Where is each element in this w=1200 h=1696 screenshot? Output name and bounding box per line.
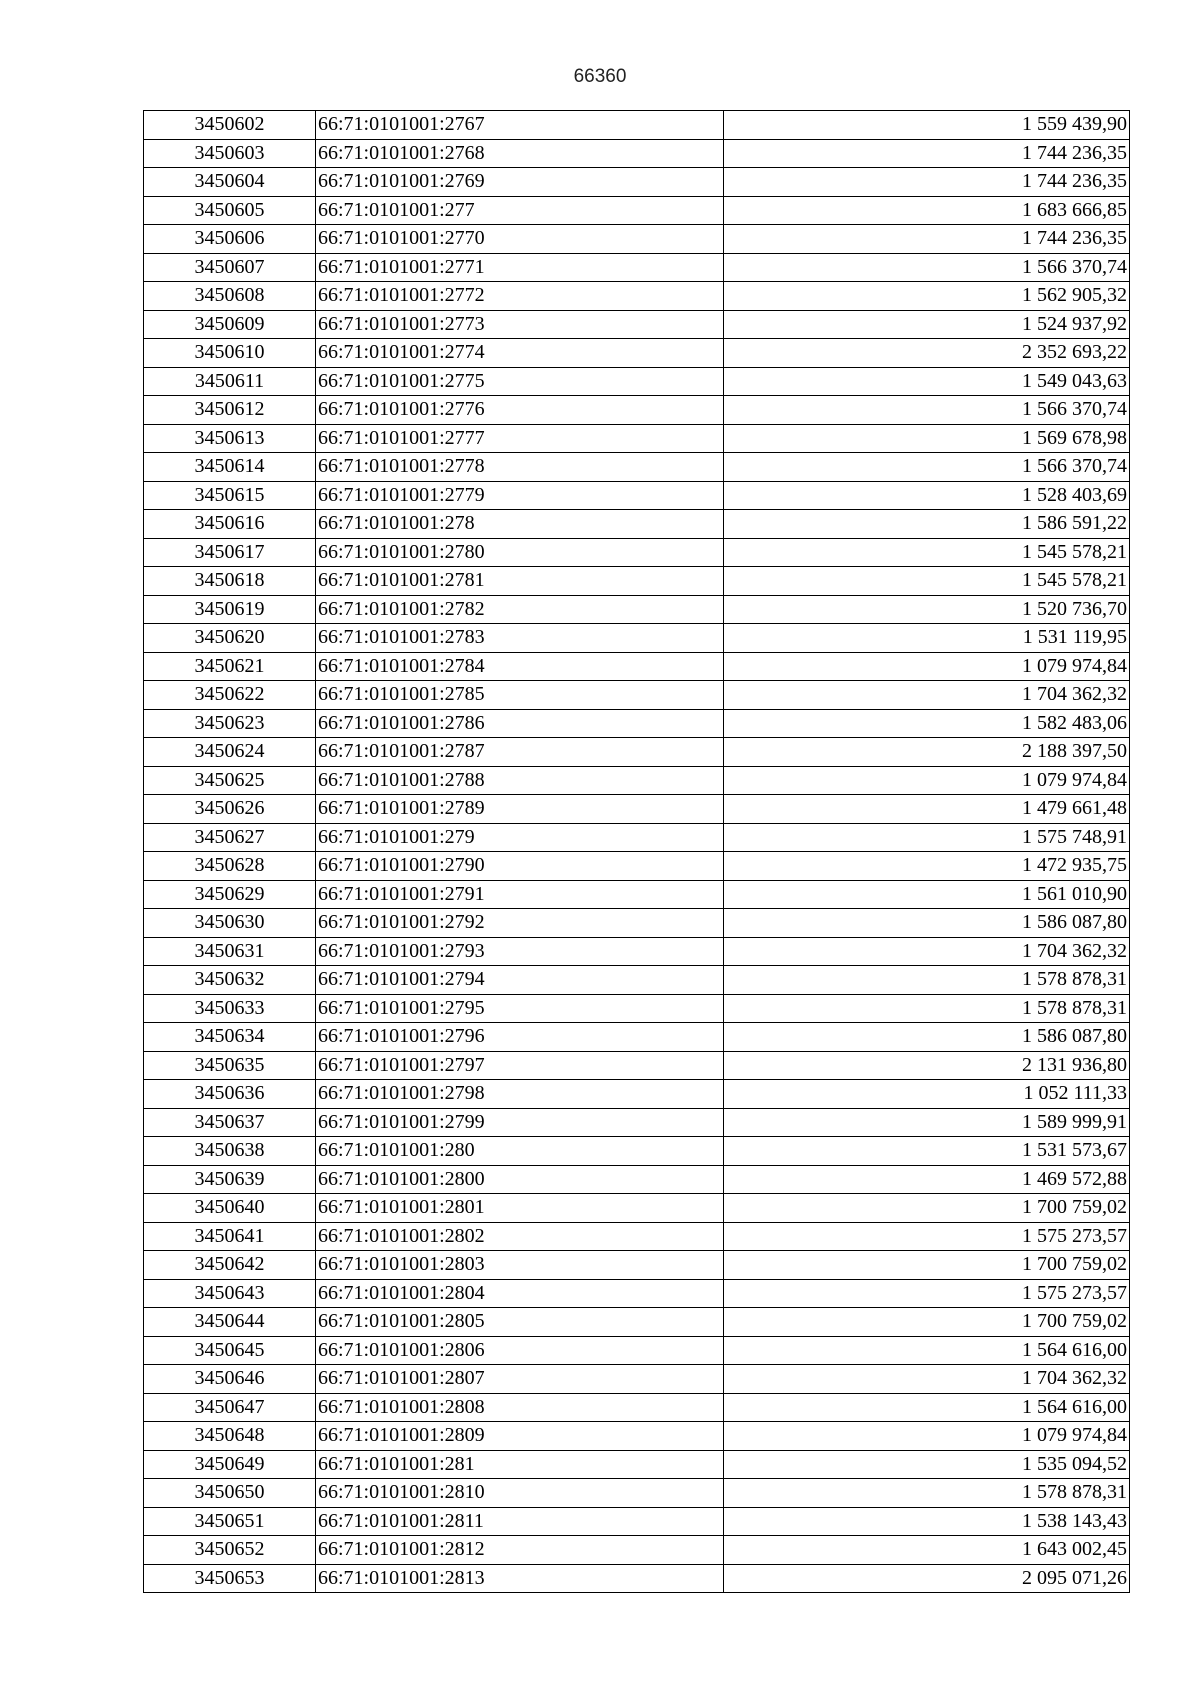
cadastral-value-cell: 1 575 273,57 xyxy=(724,1222,1130,1251)
row-id-cell: 3450621 xyxy=(144,652,316,681)
cadastral-value-cell: 1 535 094,52 xyxy=(724,1450,1130,1479)
cadastral-number-cell: 66:71:0101001:2767 xyxy=(316,111,724,140)
table-row xyxy=(144,1536,1130,1565)
row-id-cell: 3450614 xyxy=(144,453,316,482)
cadastral-value-table xyxy=(143,110,1130,1593)
table-row xyxy=(144,139,1130,168)
cadastral-value-cell: 1 700 759,02 xyxy=(724,1251,1130,1280)
table-row xyxy=(144,538,1130,567)
cadastral-value-cell: 2 352 693,22 xyxy=(724,339,1130,368)
table-row xyxy=(144,253,1130,282)
table-row xyxy=(144,795,1130,824)
row-id-cell: 3450639 xyxy=(144,1165,316,1194)
cadastral-value-cell: 1 531 119,95 xyxy=(724,624,1130,653)
cadastral-value-cell: 1 528 403,69 xyxy=(724,481,1130,510)
table-row xyxy=(144,966,1130,995)
cadastral-value-cell: 1 700 759,02 xyxy=(724,1194,1130,1223)
cadastral-value-cell: 1 549 043,63 xyxy=(724,367,1130,396)
cadastral-number-cell: 66:71:0101001:2774 xyxy=(316,339,724,368)
row-id-cell: 3450651 xyxy=(144,1507,316,1536)
cadastral-number-cell: 66:71:0101001:2777 xyxy=(316,424,724,453)
row-id-cell: 3450603 xyxy=(144,139,316,168)
row-id-cell: 3450624 xyxy=(144,738,316,767)
cadastral-value-cell: 1 079 974,84 xyxy=(724,766,1130,795)
row-id-cell: 3450650 xyxy=(144,1479,316,1508)
row-id-cell: 3450645 xyxy=(144,1336,316,1365)
cadastral-number-cell: 66:71:0101001:2807 xyxy=(316,1365,724,1394)
row-id-cell: 3450619 xyxy=(144,595,316,624)
row-id-cell: 3450641 xyxy=(144,1222,316,1251)
table-row xyxy=(144,766,1130,795)
table-row xyxy=(144,595,1130,624)
cadastral-value-cell: 1 744 236,35 xyxy=(724,168,1130,197)
row-id-cell: 3450606 xyxy=(144,225,316,254)
cadastral-value-cell: 1 704 362,32 xyxy=(724,1365,1130,1394)
row-id-cell: 3450631 xyxy=(144,937,316,966)
row-id-cell: 3450638 xyxy=(144,1137,316,1166)
table-row xyxy=(144,709,1130,738)
cadastral-value-cell: 2 131 936,80 xyxy=(724,1051,1130,1080)
cadastral-number-cell: 66:71:0101001:2803 xyxy=(316,1251,724,1280)
row-id-cell: 3450623 xyxy=(144,709,316,738)
cadastral-number-cell: 66:71:0101001:277 xyxy=(316,196,724,225)
cadastral-number-cell: 66:71:0101001:2801 xyxy=(316,1194,724,1223)
row-id-cell: 3450642 xyxy=(144,1251,316,1280)
row-id-cell: 3450604 xyxy=(144,168,316,197)
table-row xyxy=(144,1393,1130,1422)
table-row xyxy=(144,1165,1130,1194)
cadastral-number-cell: 66:71:0101001:2812 xyxy=(316,1536,724,1565)
cadastral-number-cell: 66:71:0101001:2768 xyxy=(316,139,724,168)
table-row xyxy=(144,1251,1130,1280)
row-id-cell: 3450627 xyxy=(144,823,316,852)
table-row xyxy=(144,852,1130,881)
cadastral-value-cell: 1 586 591,22 xyxy=(724,510,1130,539)
table-row xyxy=(144,681,1130,710)
row-id-cell: 3450612 xyxy=(144,396,316,425)
row-id-cell: 3450602 xyxy=(144,111,316,140)
table-row xyxy=(144,1336,1130,1365)
table-row xyxy=(144,1108,1130,1137)
page-number: 66360 xyxy=(573,66,627,87)
table-row xyxy=(144,196,1130,225)
table-row xyxy=(144,510,1130,539)
table-row xyxy=(144,1080,1130,1109)
cadastral-value-cell: 1 744 236,35 xyxy=(724,225,1130,254)
cadastral-value-cell: 1 578 878,31 xyxy=(724,966,1130,995)
row-id-cell: 3450644 xyxy=(144,1308,316,1337)
row-id-cell: 3450607 xyxy=(144,253,316,282)
row-id-cell: 3450632 xyxy=(144,966,316,995)
table-row xyxy=(144,481,1130,510)
cadastral-number-cell: 66:71:0101001:2792 xyxy=(316,909,724,938)
cadastral-number-cell: 66:71:0101001:2795 xyxy=(316,994,724,1023)
table-row xyxy=(144,1137,1130,1166)
table-row xyxy=(144,168,1130,197)
table-row xyxy=(144,738,1130,767)
cadastral-value-cell: 1 545 578,21 xyxy=(724,538,1130,567)
cadastral-number-cell: 66:71:0101001:2798 xyxy=(316,1080,724,1109)
cadastral-number-cell: 66:71:0101001:2797 xyxy=(316,1051,724,1080)
table-row xyxy=(144,567,1130,596)
row-id-cell: 3450640 xyxy=(144,1194,316,1223)
row-id-cell: 3450635 xyxy=(144,1051,316,1080)
cadastral-number-cell: 66:71:0101001:2789 xyxy=(316,795,724,824)
table-row xyxy=(144,994,1130,1023)
row-id-cell: 3450616 xyxy=(144,510,316,539)
row-id-cell: 3450637 xyxy=(144,1108,316,1137)
cadastral-value-cell: 1 578 878,31 xyxy=(724,1479,1130,1508)
cadastral-value-cell: 1 564 616,00 xyxy=(724,1336,1130,1365)
table-row xyxy=(144,1222,1130,1251)
row-id-cell: 3450628 xyxy=(144,852,316,881)
row-id-cell: 3450643 xyxy=(144,1279,316,1308)
cadastral-number-cell: 66:71:0101001:279 xyxy=(316,823,724,852)
cadastral-number-cell: 66:71:0101001:2813 xyxy=(316,1564,724,1593)
table-row xyxy=(144,225,1130,254)
cadastral-number-cell: 66:71:0101001:2775 xyxy=(316,367,724,396)
cadastral-number-cell: 66:71:0101001:2780 xyxy=(316,538,724,567)
cadastral-number-cell: 66:71:0101001:2782 xyxy=(316,595,724,624)
cadastral-value-cell: 1 531 573,67 xyxy=(724,1137,1130,1166)
cadastral-number-cell: 66:71:0101001:2804 xyxy=(316,1279,724,1308)
row-id-cell: 3450634 xyxy=(144,1023,316,1052)
cadastral-value-cell: 1 472 935,75 xyxy=(724,852,1130,881)
cadastral-value-cell: 1 562 905,32 xyxy=(724,282,1130,311)
table-row xyxy=(144,1023,1130,1052)
cadastral-value-cell: 1 700 759,02 xyxy=(724,1308,1130,1337)
table-row xyxy=(144,1279,1130,1308)
cadastral-value-cell: 1 520 736,70 xyxy=(724,595,1130,624)
table-row xyxy=(144,937,1130,966)
row-id-cell: 3450609 xyxy=(144,310,316,339)
cadastral-number-cell: 66:71:0101001:2779 xyxy=(316,481,724,510)
table-row xyxy=(144,1051,1130,1080)
row-id-cell: 3450649 xyxy=(144,1450,316,1479)
cadastral-value-cell: 1 545 578,21 xyxy=(724,567,1130,596)
row-id-cell: 3450610 xyxy=(144,339,316,368)
cadastral-number-cell: 66:71:0101001:2784 xyxy=(316,652,724,681)
cadastral-value-cell: 1 704 362,32 xyxy=(724,681,1130,710)
cadastral-number-cell: 66:71:0101001:2790 xyxy=(316,852,724,881)
cadastral-number-cell: 66:71:0101001:2785 xyxy=(316,681,724,710)
cadastral-number-cell: 66:71:0101001:2793 xyxy=(316,937,724,966)
table-row xyxy=(144,282,1130,311)
cadastral-number-cell: 66:71:0101001:2794 xyxy=(316,966,724,995)
cadastral-value-cell: 1 586 087,80 xyxy=(724,1023,1130,1052)
cadastral-value-cell: 1 582 483,06 xyxy=(724,709,1130,738)
cadastral-number-cell: 66:71:0101001:2808 xyxy=(316,1393,724,1422)
table-body xyxy=(144,111,1130,1593)
cadastral-number-cell: 66:71:0101001:2788 xyxy=(316,766,724,795)
table-row xyxy=(144,339,1130,368)
cadastral-number-cell: 66:71:0101001:2769 xyxy=(316,168,724,197)
cadastral-value-cell: 1 469 572,88 xyxy=(724,1165,1130,1194)
table-row xyxy=(144,111,1130,140)
cadastral-number-cell: 66:71:0101001:278 xyxy=(316,510,724,539)
row-id-cell: 3450618 xyxy=(144,567,316,596)
cadastral-number-cell: 66:71:0101001:2805 xyxy=(316,1308,724,1337)
row-id-cell: 3450617 xyxy=(144,538,316,567)
cadastral-value-cell: 1 589 999,91 xyxy=(724,1108,1130,1137)
cadastral-value-cell: 1 524 937,92 xyxy=(724,310,1130,339)
table-row xyxy=(144,1564,1130,1593)
row-id-cell: 3450615 xyxy=(144,481,316,510)
cadastral-number-cell: 66:71:0101001:2810 xyxy=(316,1479,724,1508)
cadastral-value-cell: 1 575 748,91 xyxy=(724,823,1130,852)
cadastral-number-cell: 66:71:0101001:2787 xyxy=(316,738,724,767)
row-id-cell: 3450629 xyxy=(144,880,316,909)
cadastral-value-cell: 1 479 661,48 xyxy=(724,795,1130,824)
table-row xyxy=(144,396,1130,425)
cadastral-number-cell: 66:71:0101001:2799 xyxy=(316,1108,724,1137)
cadastral-value-cell: 1 569 678,98 xyxy=(724,424,1130,453)
row-id-cell: 3450622 xyxy=(144,681,316,710)
table-row xyxy=(144,310,1130,339)
table-row xyxy=(144,652,1130,681)
cadastral-value-cell: 1 538 143,43 xyxy=(724,1507,1130,1536)
cadastral-value-cell: 1 704 362,32 xyxy=(724,937,1130,966)
table-row xyxy=(144,1422,1130,1451)
cadastral-number-cell: 66:71:0101001:2800 xyxy=(316,1165,724,1194)
table-row xyxy=(144,453,1130,482)
cadastral-number-cell: 66:71:0101001:280 xyxy=(316,1137,724,1166)
row-id-cell: 3450652 xyxy=(144,1536,316,1565)
cadastral-number-cell: 66:71:0101001:2791 xyxy=(316,880,724,909)
table-row xyxy=(144,367,1130,396)
row-id-cell: 3450648 xyxy=(144,1422,316,1451)
cadastral-value-cell: 1 079 974,84 xyxy=(724,652,1130,681)
row-id-cell: 3450633 xyxy=(144,994,316,1023)
row-id-cell: 3450605 xyxy=(144,196,316,225)
row-id-cell: 3450636 xyxy=(144,1080,316,1109)
cadastral-number-cell: 66:71:0101001:2778 xyxy=(316,453,724,482)
cadastral-value-cell: 1 561 010,90 xyxy=(724,880,1130,909)
cadastral-number-cell: 66:71:0101001:2806 xyxy=(316,1336,724,1365)
cadastral-value-cell: 1 566 370,74 xyxy=(724,396,1130,425)
table-row xyxy=(144,424,1130,453)
table-row xyxy=(144,1450,1130,1479)
cadastral-value-cell: 1 052 111,33 xyxy=(724,1080,1130,1109)
table-row xyxy=(144,1308,1130,1337)
row-id-cell: 3450613 xyxy=(144,424,316,453)
cadastral-value-cell: 1 566 370,74 xyxy=(724,453,1130,482)
cadastral-number-cell: 66:71:0101001:2783 xyxy=(316,624,724,653)
cadastral-number-cell: 66:71:0101001:2770 xyxy=(316,225,724,254)
row-id-cell: 3450646 xyxy=(144,1365,316,1394)
cadastral-value-cell: 1 564 616,00 xyxy=(724,1393,1130,1422)
cadastral-number-cell: 66:71:0101001:2776 xyxy=(316,396,724,425)
cadastral-value-cell: 1 578 878,31 xyxy=(724,994,1130,1023)
row-id-cell: 3450647 xyxy=(144,1393,316,1422)
cadastral-value-cell: 1 586 087,80 xyxy=(724,909,1130,938)
cadastral-number-cell: 66:71:0101001:2802 xyxy=(316,1222,724,1251)
row-id-cell: 3450611 xyxy=(144,367,316,396)
cadastral-value-cell: 1 079 974,84 xyxy=(724,1422,1130,1451)
table-row xyxy=(144,1479,1130,1508)
table-row xyxy=(144,909,1130,938)
cadastral-number-cell: 66:71:0101001:2786 xyxy=(316,709,724,738)
table-row xyxy=(144,1194,1130,1223)
row-id-cell: 3450625 xyxy=(144,766,316,795)
table-row xyxy=(144,1365,1130,1394)
cadastral-value-cell: 1 683 666,85 xyxy=(724,196,1130,225)
row-id-cell: 3450626 xyxy=(144,795,316,824)
cadastral-number-cell: 66:71:0101001:2772 xyxy=(316,282,724,311)
cadastral-number-cell: 66:71:0101001:2781 xyxy=(316,567,724,596)
row-id-cell: 3450620 xyxy=(144,624,316,653)
table-row xyxy=(144,823,1130,852)
cadastral-number-cell: 66:71:0101001:281 xyxy=(316,1450,724,1479)
cadastral-number-cell: 66:71:0101001:2773 xyxy=(316,310,724,339)
cadastral-value-cell: 1 559 439,90 xyxy=(724,111,1130,140)
cadastral-value-cell: 1 566 370,74 xyxy=(724,253,1130,282)
cadastral-value-cell: 2 095 071,26 xyxy=(724,1564,1130,1593)
table-row xyxy=(144,624,1130,653)
cadastral-value-cell: 1 744 236,35 xyxy=(724,139,1130,168)
row-id-cell: 3450653 xyxy=(144,1564,316,1593)
cadastral-number-cell: 66:71:0101001:2809 xyxy=(316,1422,724,1451)
cadastral-value-cell: 1 643 002,45 xyxy=(724,1536,1130,1565)
cadastral-number-cell: 66:71:0101001:2811 xyxy=(316,1507,724,1536)
row-id-cell: 3450608 xyxy=(144,282,316,311)
cadastral-value-cell: 2 188 397,50 xyxy=(724,738,1130,767)
table-row xyxy=(144,1507,1130,1536)
table-row xyxy=(144,880,1130,909)
cadastral-number-cell: 66:71:0101001:2771 xyxy=(316,253,724,282)
cadastral-value-cell: 1 575 273,57 xyxy=(724,1279,1130,1308)
row-id-cell: 3450630 xyxy=(144,909,316,938)
cadastral-number-cell: 66:71:0101001:2796 xyxy=(316,1023,724,1052)
